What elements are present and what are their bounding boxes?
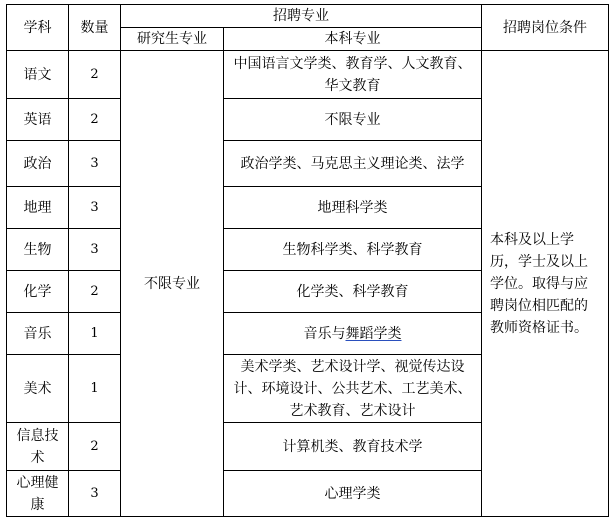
subject-cell: 语文	[7, 51, 69, 99]
subject-cell: 美术	[7, 355, 69, 423]
header-graduate: 研究生专业	[121, 28, 224, 51]
count-cell: 3	[69, 187, 121, 229]
table-row	[7, 51, 609, 99]
header-major: 招聘专业	[121, 5, 482, 28]
count-cell: 1	[69, 355, 121, 423]
subject-cell: 心理健康	[7, 471, 69, 517]
header-undergrad: 本科专业	[224, 28, 482, 51]
undergrad-cell: 化学类、科学教育	[224, 271, 482, 313]
count-cell: 3	[69, 229, 121, 271]
undergrad-cell: 不限专业	[224, 99, 482, 141]
graduate-major-cell: 不限专业	[121, 51, 224, 517]
header-condition: 招聘岗位条件	[482, 5, 609, 51]
undergrad-cell: 政治学类、马克思主义理论类、法学	[224, 141, 482, 187]
header-row	[7, 5, 609, 28]
undergrad-cell: 心理学类	[224, 471, 482, 517]
subject-cell: 政治	[7, 141, 69, 187]
undergrad-cell: 美术学类、艺术设计学、视觉传达设计、环境设计、公共艺术、工艺美术、艺术教育、艺术设计	[224, 355, 482, 423]
subject-cell: 英语	[7, 99, 69, 141]
recruitment-table	[6, 4, 609, 517]
count-cell: 1	[69, 313, 121, 355]
count-cell: 2	[69, 99, 121, 141]
subject-cell: 化学	[7, 271, 69, 313]
count-cell: 2	[69, 271, 121, 313]
undergrad-text: 音乐与	[303, 325, 346, 342]
subject-cell: 地理	[7, 187, 69, 229]
undergrad-cell: 生物科学类、科学教育	[224, 229, 482, 271]
undergrad-cell: 计算机类、教育技术学	[224, 423, 482, 471]
undergrad-cell: 中国语言文学类、教育学、人文教育、华文教育	[224, 51, 482, 99]
header-subject: 学科	[7, 5, 69, 51]
undergrad-cell	[224, 313, 482, 355]
undergrad-cell: 地理科学类	[224, 187, 482, 229]
header-count: 数量	[69, 5, 121, 51]
count-cell: 3	[69, 471, 121, 517]
subject-cell: 生物	[7, 229, 69, 271]
count-cell: 3	[69, 141, 121, 187]
condition-cell: 本科及以上学历，学士及以上学位。取得与应聘岗位相匹配的教师资格证书。	[482, 51, 609, 517]
subject-cell: 信息技术	[7, 423, 69, 471]
subject-cell: 音乐	[7, 313, 69, 355]
count-cell: 2	[69, 423, 121, 471]
count-cell: 2	[69, 51, 121, 99]
underlined-text: 舞蹈学类	[345, 325, 402, 342]
